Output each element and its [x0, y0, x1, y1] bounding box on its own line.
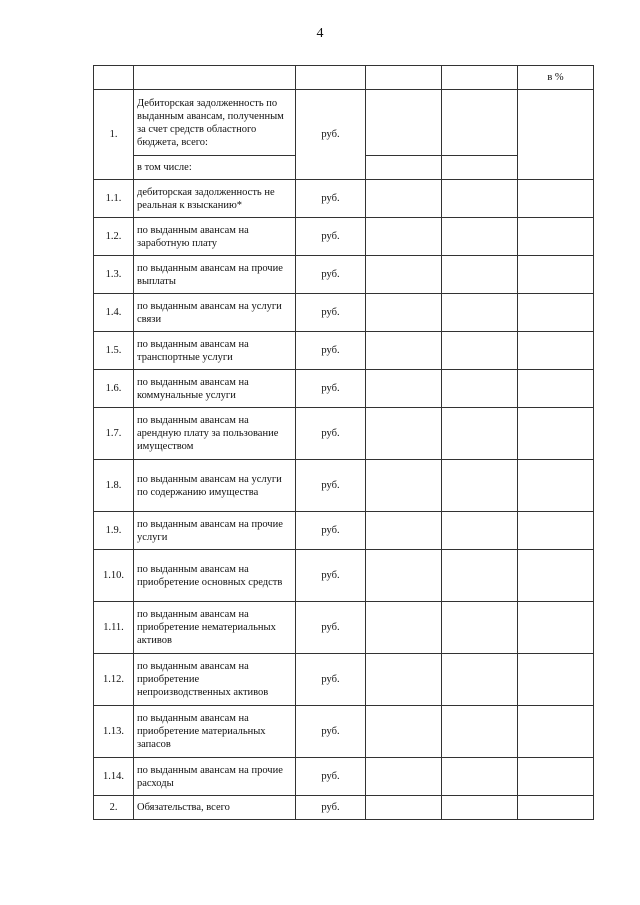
- value-cell: [366, 706, 442, 758]
- table-row: [94, 602, 594, 654]
- value-cell: [442, 602, 518, 654]
- value-cell: [366, 758, 442, 796]
- table-row: [94, 332, 594, 370]
- table-row: [94, 180, 594, 218]
- value-cell: [518, 294, 594, 332]
- value-cell: [442, 654, 518, 706]
- row-unit: руб.: [296, 180, 366, 218]
- row-unit: руб.: [296, 370, 366, 408]
- table-row: [94, 706, 594, 758]
- row-number: 1.12.: [94, 654, 134, 706]
- row-unit: руб.: [296, 294, 366, 332]
- value-cell: [366, 332, 442, 370]
- row-number: 1.9.: [94, 512, 134, 550]
- row-description: Обязательства, всего: [134, 796, 296, 820]
- row-unit: руб.: [296, 218, 366, 256]
- value-cell: [366, 218, 442, 256]
- row-description: по выданным авансам на транспортные услуги: [134, 332, 296, 370]
- row-number: 1.3.: [94, 256, 134, 294]
- value-cell: [518, 90, 594, 180]
- value-cell: [366, 156, 442, 180]
- page-number: 4: [316, 26, 324, 41]
- row-number: 1.13.: [94, 706, 134, 758]
- row-unit: руб.: [296, 706, 366, 758]
- value-cell: [366, 550, 442, 602]
- row-description: по выданным авансам на прочие услуги: [134, 512, 296, 550]
- row-description: по выданным авансам на арендную плату за пользование имуществом: [134, 408, 296, 460]
- value-cell: [442, 294, 518, 332]
- row-unit: руб.: [296, 90, 366, 180]
- row-number: 1.14.: [94, 758, 134, 796]
- value-cell: [366, 512, 442, 550]
- row-description: по выданным авансам на услуги связи: [134, 294, 296, 332]
- value-cell: [442, 512, 518, 550]
- value-cell: [442, 408, 518, 460]
- row-description: по выданным авансам на заработную плату: [134, 218, 296, 256]
- value-cell: [442, 256, 518, 294]
- value-cell: [442, 156, 518, 180]
- row-description: по выданным авансам на прочие выплаты: [134, 256, 296, 294]
- row-description: по выданным авансам на приобретение нематериальных активов: [134, 602, 296, 654]
- value-cell: [518, 408, 594, 460]
- value-cell: [518, 370, 594, 408]
- row-number: 1.11.: [94, 602, 134, 654]
- value-cell: [442, 460, 518, 512]
- percent-header: в %: [518, 66, 594, 90]
- row-number: 1.8.: [94, 460, 134, 512]
- value-cell: [518, 796, 594, 820]
- row-description: по выданным авансам на приобретение непроизводственных активов: [134, 654, 296, 706]
- value-cell: [518, 512, 594, 550]
- row-description: по выданным авансам на прочие расходы: [134, 758, 296, 796]
- value-cell: [442, 370, 518, 408]
- header-cell: [94, 66, 134, 90]
- row-number: 1.5.: [94, 332, 134, 370]
- table-row: [94, 370, 594, 408]
- table-row: [94, 512, 594, 550]
- value-cell: [366, 90, 442, 156]
- value-cell: [366, 370, 442, 408]
- row-number: 1.6.: [94, 370, 134, 408]
- table-row: [94, 460, 594, 512]
- row-unit: руб.: [296, 602, 366, 654]
- value-cell: [442, 706, 518, 758]
- value-cell: [366, 180, 442, 218]
- row-number: 1.10.: [94, 550, 134, 602]
- value-cell: [366, 460, 442, 512]
- value-cell: [518, 218, 594, 256]
- table-row: [94, 550, 594, 602]
- debt-table: [93, 65, 594, 820]
- table-row: [94, 796, 594, 820]
- row-unit: руб.: [296, 460, 366, 512]
- table-row: [94, 408, 594, 460]
- row-number: 2.: [94, 796, 134, 820]
- table-row: [94, 294, 594, 332]
- row-unit: руб.: [296, 332, 366, 370]
- header-row: [94, 66, 594, 90]
- value-cell: [442, 758, 518, 796]
- table-row: [94, 758, 594, 796]
- value-cell: [442, 90, 518, 156]
- row-unit: руб.: [296, 550, 366, 602]
- value-cell: [518, 256, 594, 294]
- value-cell: [518, 550, 594, 602]
- table-row: [94, 256, 594, 294]
- value-cell: [442, 180, 518, 218]
- header-cell: [134, 66, 296, 90]
- value-cell: [518, 654, 594, 706]
- header-cell: [366, 66, 442, 90]
- value-cell: [518, 180, 594, 218]
- row-number: 1.2.: [94, 218, 134, 256]
- value-cell: [442, 218, 518, 256]
- row-number: 1.: [94, 90, 134, 180]
- value-cell: [366, 796, 442, 820]
- value-cell: [366, 602, 442, 654]
- value-cell: [442, 550, 518, 602]
- table-row: [94, 218, 594, 256]
- row-sublabel: в том числе:: [134, 156, 296, 180]
- value-cell: [518, 706, 594, 758]
- row-unit: руб.: [296, 654, 366, 706]
- value-cell: [366, 294, 442, 332]
- header-cell: [296, 66, 366, 90]
- value-cell: [518, 758, 594, 796]
- value-cell: [366, 408, 442, 460]
- row-unit: руб.: [296, 256, 366, 294]
- row-description: Дебиторская задолженность по выданным авансам, полученным за счет средств областного бюджета, всего:: [134, 90, 296, 156]
- value-cell: [518, 602, 594, 654]
- value-cell: [366, 654, 442, 706]
- value-cell: [518, 332, 594, 370]
- row-unit: руб.: [296, 796, 366, 820]
- header-cell: [442, 66, 518, 90]
- table-row: [94, 90, 594, 156]
- row-number: 1.4.: [94, 294, 134, 332]
- value-cell: [518, 460, 594, 512]
- table-row: [94, 654, 594, 706]
- row-description: по выданным авансам на приобретение материальных запасов: [134, 706, 296, 758]
- row-description: по выданным авансам на услуги по содержанию имущества: [134, 460, 296, 512]
- row-unit: руб.: [296, 512, 366, 550]
- value-cell: [366, 256, 442, 294]
- row-description: дебиторская задолженность не реальная к взысканию*: [134, 180, 296, 218]
- row-number: 1.1.: [94, 180, 134, 218]
- row-description: по выданным авансам на коммунальные услуги: [134, 370, 296, 408]
- row-description: по выданным авансам на приобретение основных средств: [134, 550, 296, 602]
- value-cell: [442, 796, 518, 820]
- row-number: 1.7.: [94, 408, 134, 460]
- row-unit: руб.: [296, 408, 366, 460]
- value-cell: [442, 332, 518, 370]
- row-unit: руб.: [296, 758, 366, 796]
